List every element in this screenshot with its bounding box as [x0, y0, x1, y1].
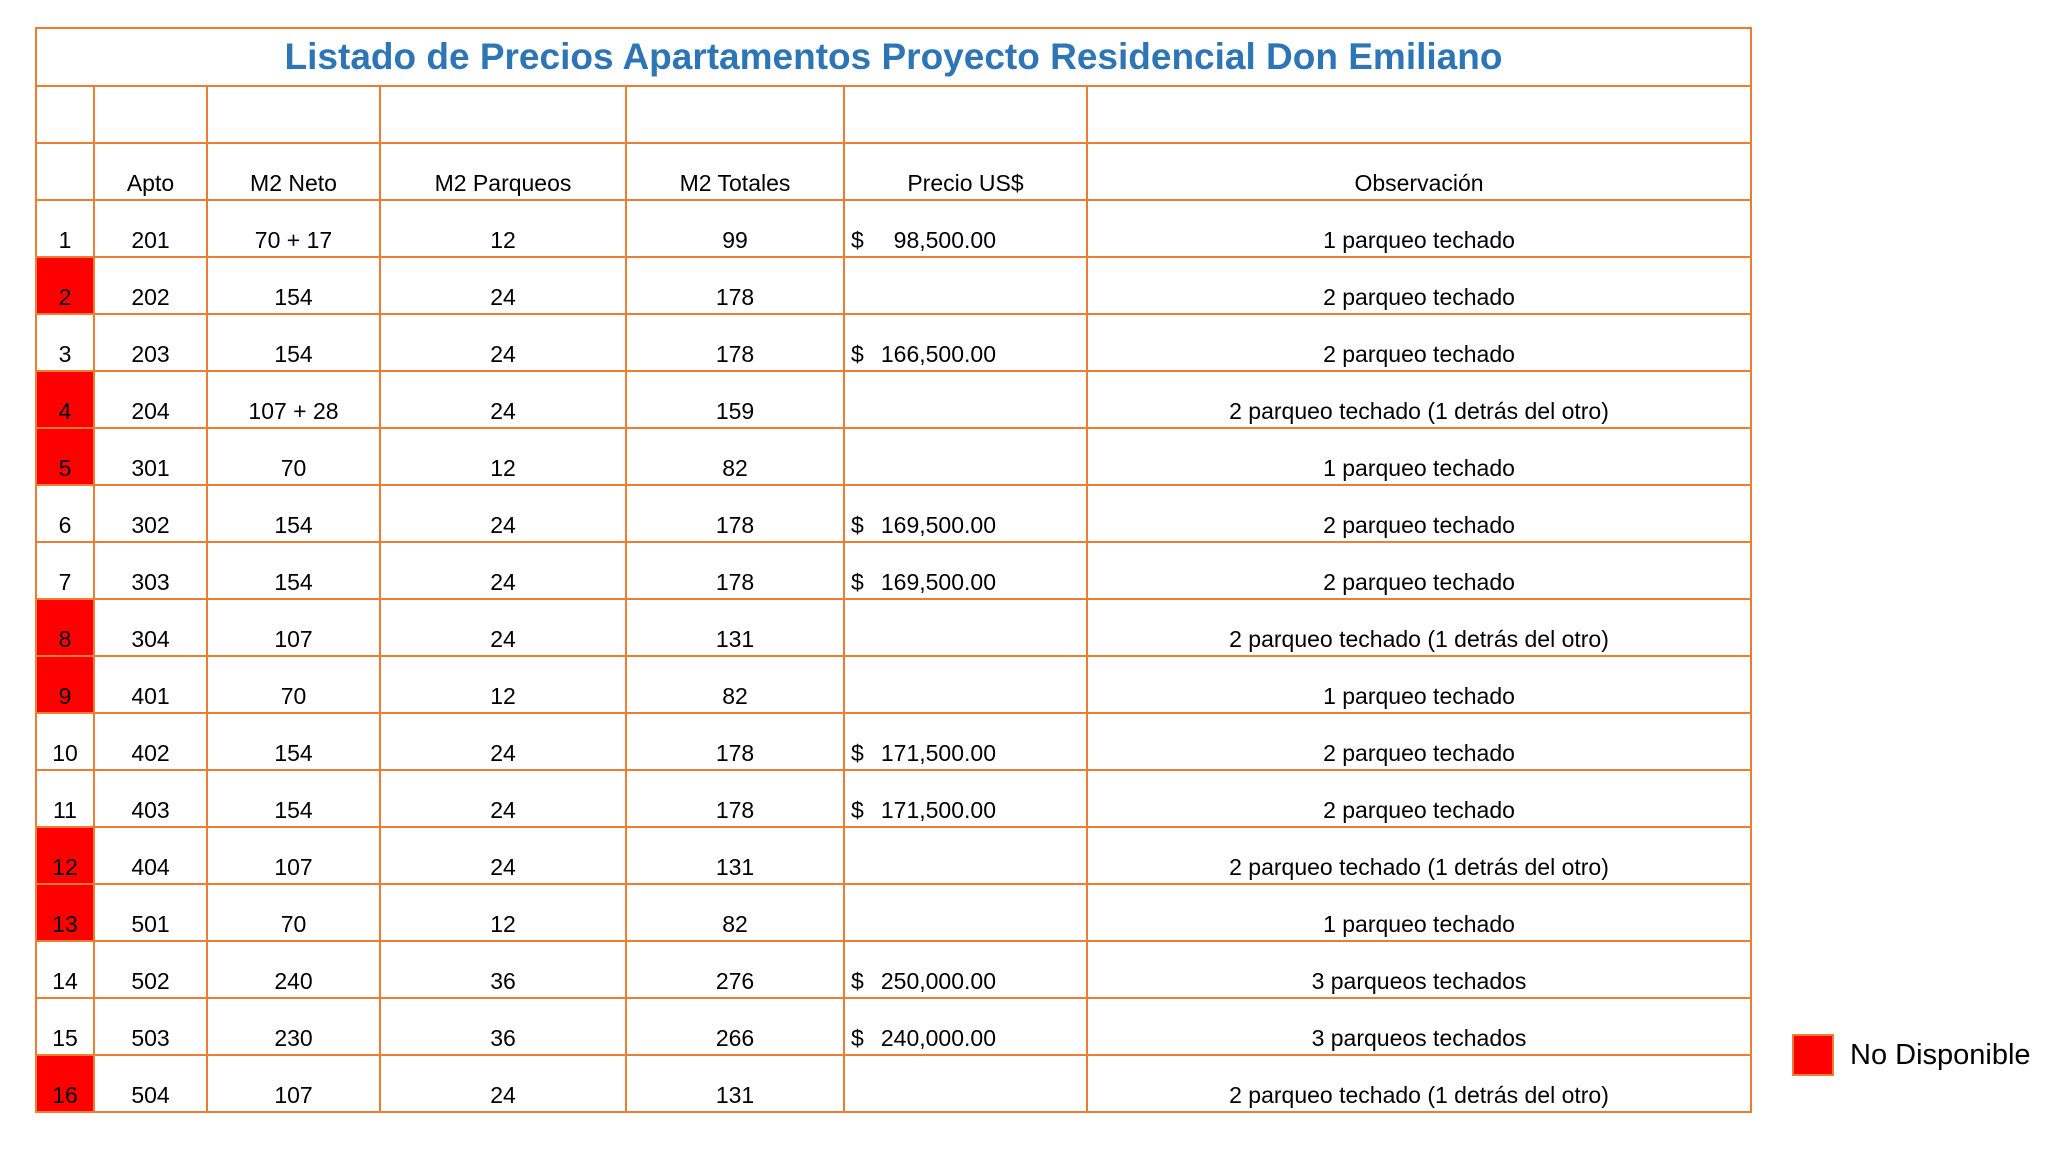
table-row [36, 827, 1751, 884]
m2-totales-cell: 178 [626, 713, 844, 770]
m2-neto-cell: 107 [207, 827, 380, 884]
m2-parqueos-cell: 24 [380, 770, 626, 827]
price-cell [844, 941, 1087, 998]
price-value [845, 797, 1086, 824]
table-row [36, 485, 1751, 542]
blank-row [36, 86, 1751, 143]
row-number-cell: 7 [36, 542, 94, 599]
price-cell [844, 428, 1087, 485]
price-cell [844, 485, 1087, 542]
m2-neto-cell: 154 [207, 257, 380, 314]
m2-parqueos-cell: 12 [380, 428, 626, 485]
header-cell-m2-neto: M2 Neto [207, 143, 380, 200]
row-number-cell: 5 [36, 428, 94, 485]
apto-cell: 401 [94, 656, 207, 713]
apto-cell: 304 [94, 599, 207, 656]
m2-parqueos-cell: 24 [380, 827, 626, 884]
price-cell [844, 599, 1087, 656]
header-cell-index [36, 143, 94, 200]
table-row [36, 941, 1751, 998]
m2-parqueos-cell: 24 [380, 542, 626, 599]
price-cell [844, 656, 1087, 713]
apto-cell: 201 [94, 200, 207, 257]
header-cell-observacion: Observación [1087, 143, 1751, 200]
m2-totales-cell: 131 [626, 1055, 844, 1112]
price-cell [844, 884, 1087, 941]
row-number-cell: 2 [36, 257, 94, 314]
row-number-cell: 13 [36, 884, 94, 941]
observation-cell: 1 parqueo techado [1087, 428, 1751, 485]
header-cell-apto: Apto [94, 143, 207, 200]
legend-label: No Disponible [1850, 1038, 2031, 1071]
observation-cell: 2 parqueo techado [1087, 257, 1751, 314]
price-cell [844, 827, 1087, 884]
price-amount: 171,500.00 [880, 797, 996, 823]
row-number-cell: 3 [36, 314, 94, 371]
table-row [36, 428, 1751, 485]
m2-neto-cell: 240 [207, 941, 380, 998]
table-row [36, 1055, 1751, 1112]
m2-parqueos-cell: 36 [380, 998, 626, 1055]
m2-neto-cell: 107 + 28 [207, 371, 380, 428]
row-number-cell: 6 [36, 485, 94, 542]
currency-symbol: $ [851, 968, 864, 994]
price-value [845, 227, 1086, 254]
price-value [845, 1025, 1086, 1052]
m2-neto-cell: 70 [207, 656, 380, 713]
table-row [36, 656, 1751, 713]
price-amount: 98,500.00 [893, 227, 996, 253]
observation-cell: 1 parqueo techado [1087, 656, 1751, 713]
table-row [36, 884, 1751, 941]
m2-parqueos-cell: 24 [380, 485, 626, 542]
observation-cell: 3 parqueos techados [1087, 998, 1751, 1055]
row-number-cell: 16 [36, 1055, 94, 1112]
m2-parqueos-cell: 12 [380, 656, 626, 713]
apto-cell: 301 [94, 428, 207, 485]
m2-neto-cell: 107 [207, 1055, 380, 1112]
price-cell [844, 713, 1087, 770]
price-value [845, 569, 1086, 596]
table-row [36, 713, 1751, 770]
apto-cell: 503 [94, 998, 207, 1055]
price-value [845, 740, 1086, 767]
currency-symbol: $ [851, 512, 864, 538]
price-amount: 171,500.00 [880, 740, 996, 766]
m2-parqueos-cell: 24 [380, 257, 626, 314]
table-row [36, 542, 1751, 599]
row-number-cell: 12 [36, 827, 94, 884]
m2-parqueos-cell: 12 [380, 884, 626, 941]
header-row [36, 143, 1751, 200]
m2-neto-cell: 154 [207, 542, 380, 599]
m2-totales-cell: 178 [626, 314, 844, 371]
row-number-cell: 14 [36, 941, 94, 998]
row-number-cell: 15 [36, 998, 94, 1055]
observation-cell: 2 parqueo techado [1087, 314, 1751, 371]
m2-totales-cell: 178 [626, 770, 844, 827]
price-amount: 169,500.00 [880, 569, 996, 595]
m2-totales-cell: 178 [626, 485, 844, 542]
apto-cell: 404 [94, 827, 207, 884]
apto-cell: 204 [94, 371, 207, 428]
observation-cell: 2 parqueo techado (1 detrás del otro) [1087, 827, 1751, 884]
m2-neto-cell: 154 [207, 314, 380, 371]
table-row [36, 599, 1751, 656]
row-number-cell: 9 [36, 656, 94, 713]
m2-neto-cell: 154 [207, 713, 380, 770]
apto-cell: 203 [94, 314, 207, 371]
m2-totales-cell: 82 [626, 428, 844, 485]
price-amount: 250,000.00 [880, 968, 996, 994]
m2-totales-cell: 159 [626, 371, 844, 428]
price-cell [844, 314, 1087, 371]
currency-symbol: $ [851, 341, 864, 367]
price-value [845, 341, 1086, 368]
m2-parqueos-cell: 36 [380, 941, 626, 998]
m2-totales-cell: 266 [626, 998, 844, 1055]
price-cell [844, 770, 1087, 827]
m2-totales-cell: 131 [626, 827, 844, 884]
price-cell [844, 1055, 1087, 1112]
row-number-cell: 4 [36, 371, 94, 428]
m2-totales-cell: 276 [626, 941, 844, 998]
m2-neto-cell: 154 [207, 770, 380, 827]
apto-cell: 302 [94, 485, 207, 542]
observation-cell: 1 parqueo techado [1087, 200, 1751, 257]
table-row [36, 998, 1751, 1055]
table-row [36, 770, 1751, 827]
observation-cell: 2 parqueo techado [1087, 485, 1751, 542]
currency-symbol: $ [851, 227, 864, 253]
table-row [36, 314, 1751, 371]
row-number-cell: 11 [36, 770, 94, 827]
m2-totales-cell: 82 [626, 884, 844, 941]
observation-cell: 2 parqueo techado [1087, 713, 1751, 770]
m2-totales-cell: 99 [626, 200, 844, 257]
apto-cell: 504 [94, 1055, 207, 1112]
m2-parqueos-cell: 12 [380, 200, 626, 257]
m2-neto-cell: 230 [207, 998, 380, 1055]
m2-totales-cell: 178 [626, 542, 844, 599]
observation-cell: 2 parqueo techado (1 detrás del otro) [1087, 1055, 1751, 1112]
observation-cell: 2 parqueo techado (1 detrás del otro) [1087, 371, 1751, 428]
price-cell [844, 200, 1087, 257]
table-row [36, 371, 1751, 428]
row-number-cell: 10 [36, 713, 94, 770]
apto-cell: 501 [94, 884, 207, 941]
m2-parqueos-cell: 24 [380, 713, 626, 770]
apto-cell: 502 [94, 941, 207, 998]
observation-cell: 3 parqueos techados [1087, 941, 1751, 998]
price-cell [844, 371, 1087, 428]
m2-neto-cell: 70 [207, 884, 380, 941]
currency-symbol: $ [851, 1025, 864, 1051]
m2-totales-cell: 131 [626, 599, 844, 656]
apto-cell: 403 [94, 770, 207, 827]
m2-parqueos-cell: 24 [380, 314, 626, 371]
apto-cell: 303 [94, 542, 207, 599]
m2-neto-cell: 70 [207, 428, 380, 485]
page-title: Listado de Precios Apartamentos Proyecto Residencial Don Emiliano [36, 28, 1751, 86]
table-row [36, 257, 1751, 314]
currency-symbol: $ [851, 740, 864, 766]
m2-neto-cell: 70 + 17 [207, 200, 380, 257]
apto-cell: 402 [94, 713, 207, 770]
price-list-table [35, 27, 1752, 1113]
price-value [845, 512, 1086, 539]
observation-cell: 2 parqueo techado (1 detrás del otro) [1087, 599, 1751, 656]
m2-neto-cell: 107 [207, 599, 380, 656]
observation-cell: 1 parqueo techado [1087, 884, 1751, 941]
price-amount: 240,000.00 [880, 1025, 996, 1051]
table-row [36, 200, 1751, 257]
legend-swatch-unavailable [1792, 1034, 1834, 1076]
observation-cell: 2 parqueo techado [1087, 542, 1751, 599]
header-cell-m2-parqueos: M2 Parqueos [380, 143, 626, 200]
price-cell [844, 542, 1087, 599]
m2-totales-cell: 82 [626, 656, 844, 713]
m2-totales-cell: 178 [626, 257, 844, 314]
observation-cell: 2 parqueo techado [1087, 770, 1751, 827]
currency-symbol: $ [851, 797, 864, 823]
price-amount: 166,500.00 [880, 341, 996, 367]
currency-symbol: $ [851, 569, 864, 595]
m2-parqueos-cell: 24 [380, 1055, 626, 1112]
price-amount: 169,500.00 [880, 512, 996, 538]
m2-parqueos-cell: 24 [380, 599, 626, 656]
apto-cell: 202 [94, 257, 207, 314]
m2-parqueos-cell: 24 [380, 371, 626, 428]
m2-neto-cell: 154 [207, 485, 380, 542]
row-number-cell: 8 [36, 599, 94, 656]
price-cell [844, 998, 1087, 1055]
price-cell [844, 257, 1087, 314]
price-value [845, 968, 1086, 995]
legend [1792, 1034, 2031, 1076]
row-number-cell: 1 [36, 200, 94, 257]
header-cell-precio: Precio US$ [844, 143, 1087, 200]
header-cell-m2-totales: M2 Totales [626, 143, 844, 200]
